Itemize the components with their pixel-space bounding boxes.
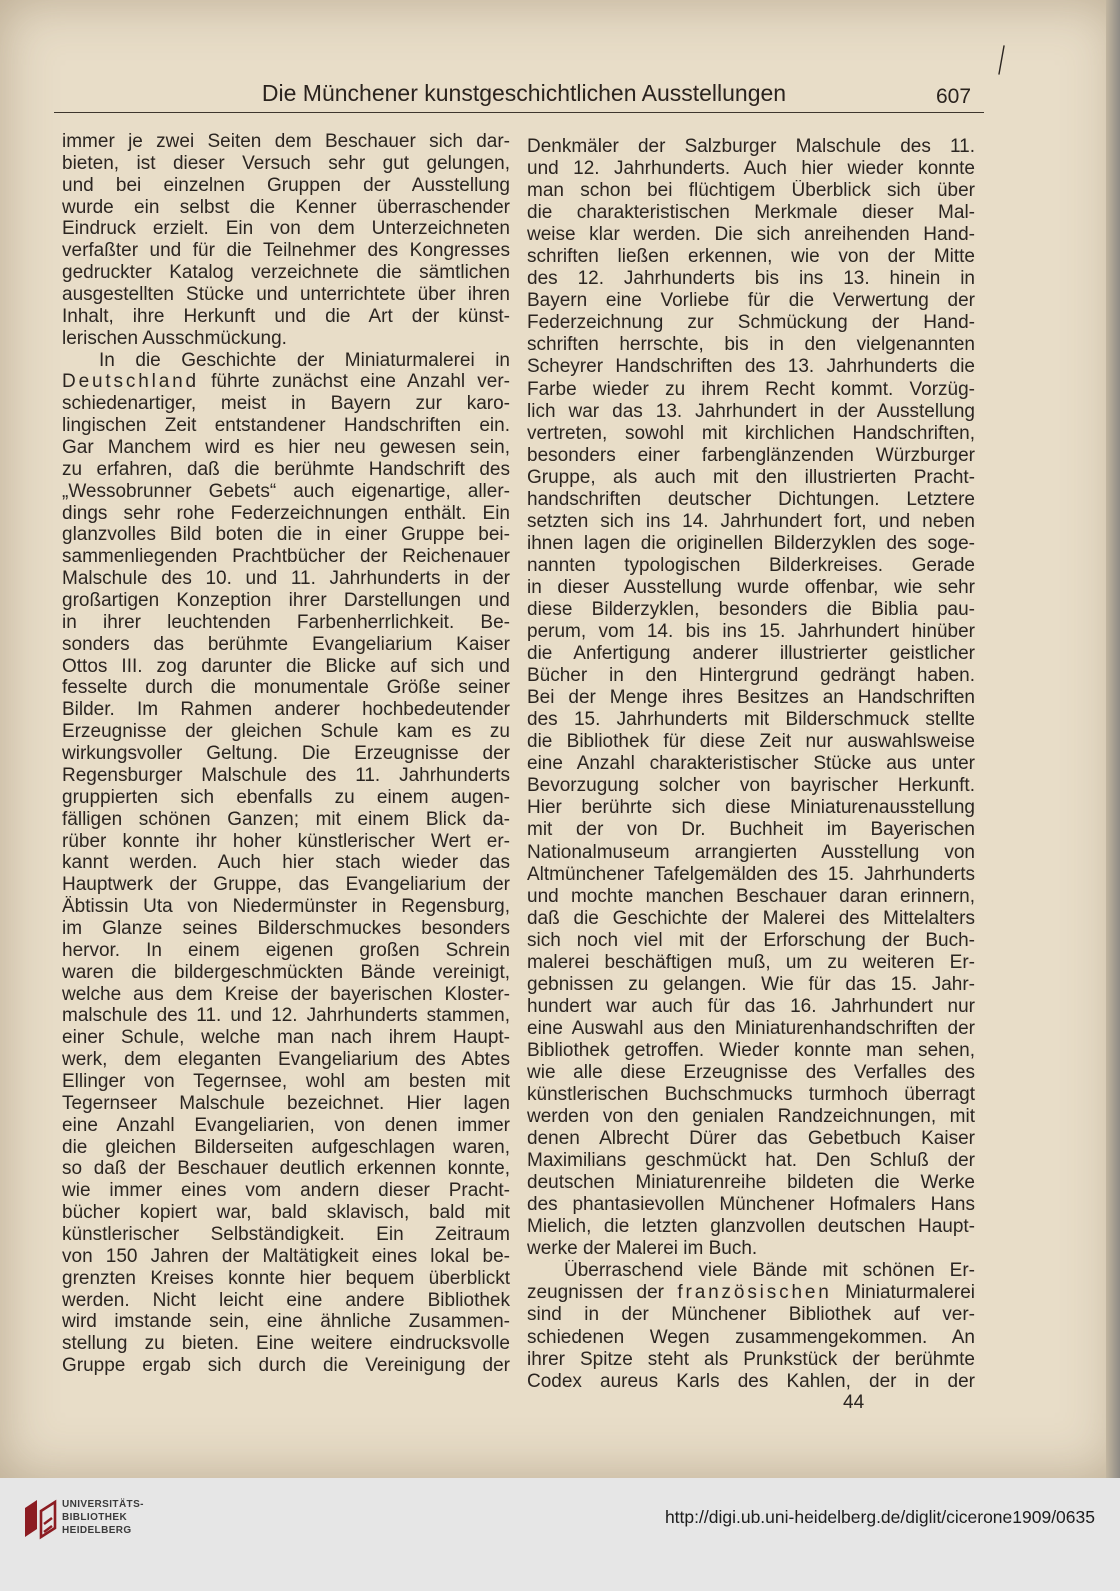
text-line: des 12. Jahrhunderts bis ins 13. hinein in	[527, 268, 975, 290]
text-line-rest: führte zunächst eine Anzahl ver-	[198, 371, 510, 393]
text-line: immer je zwei Seiten dem Beschauer sich dar-	[62, 131, 510, 152]
text-line: malschule des 11. und 12. Jahrhunderts stammen,	[62, 1005, 510, 1027]
text-line: Denkmäler der Salzburger Malschule des 11.	[527, 136, 975, 157]
text-line	[527, 1282, 975, 1304]
pen-mark	[994, 44, 1008, 76]
text-line: denen Albrecht Dürer das Gebetbuch Kaiser	[527, 1128, 975, 1150]
text-line: so daß der Beschauer deutlich erkennen konnte,	[62, 1158, 510, 1180]
text-line: Mielich, die letzten glanzvollen deutschen Haupt-	[527, 1216, 975, 1238]
text-line: lich war das 13. Jahrhundert in der Ausstellung	[527, 400, 975, 422]
text-line: Hauptwerk der Gruppe, das Evangeliarium der	[62, 874, 510, 896]
right-column	[527, 136, 975, 1393]
text-line: eine Auswahl aus den Miniaturenhandschriften der	[527, 1017, 975, 1039]
text-line: eine Anzahl Evangeliarien, von denen immer	[62, 1114, 510, 1136]
text-line: Bücher in den Hintergrund gedrängt haben.	[527, 665, 975, 687]
text-line: Ottos III. zog darunter die Blicke auf sich und	[62, 655, 510, 677]
text-line: und mochte manchen Beschauer daran erinnern,	[527, 885, 975, 907]
text-line: Gruppe ergab sich durch die Vereinigung der	[62, 1355, 510, 1377]
text-line: Nationalmuseum arrangierten Ausstellung von	[527, 841, 975, 863]
text-line: werk, dem eleganten Evangeliarium des Abtes	[62, 1049, 510, 1071]
text-line: „Wessobrunner Gebets“ auch eigenartige, aller-	[62, 480, 510, 502]
text-line: gebnissen zu gelangen. Wie für das 15. Jahr-	[527, 973, 975, 995]
text-line: Maximilians geschmückt hat. Den Schluß der	[527, 1150, 975, 1172]
text-line: in dieser Ausstellung wurde offenbar, wie sehr	[527, 576, 975, 598]
text-line: verfaßter und für die Teilnehmer des Kongresses	[62, 240, 510, 262]
text-line: fesselte durch die monumentale Größe seiner	[62, 677, 510, 699]
text-line: lingischen Zeit entstandener Handschriften ein.	[62, 415, 510, 437]
text-line: hundert war auch für das 16. Jahrhundert nur	[527, 995, 975, 1017]
text-line: Eindruck erzielt. Ein von dem Unterzeichneten	[62, 218, 510, 240]
text-line: schiedenen Wegen zusammengekommen. An	[527, 1326, 975, 1348]
text-line: die Anfertigung anderer illustrierter geistlicher	[527, 643, 975, 665]
text-line: Bayern eine Vorliebe für die Verwertung der	[527, 290, 975, 312]
text-line: besonders einer farbenglänzenden Würzburger	[527, 444, 975, 466]
text-line: Erzeugnisse der gleichen Schule kam es zu	[62, 721, 510, 743]
paragraph-end-line: lerischen Ausschmückung.	[62, 327, 287, 349]
text-line: schiedenartiger, meist in Bayern zur karo-	[62, 393, 510, 415]
text-line: die charakteristischen Merkmale dieser Mal-	[527, 202, 975, 224]
page-number: 607	[936, 85, 972, 108]
text-line: daß die Geschichte der Malerei des Mittelalters	[527, 907, 975, 929]
text-line: wurde ein selbst die Kenner überraschender	[62, 196, 510, 218]
text-line: des 15. Jahrhunderts mit Bilderschmuck stellte	[527, 709, 975, 731]
text-line: werden. Nicht leicht eine andere Bibliothek	[62, 1289, 510, 1311]
text-line: schriften herrschte, bis in den vielgenannten	[527, 334, 975, 356]
text-line	[62, 371, 510, 393]
text-line: dings sehr rohe Federzeichnungen enthält. Ein	[62, 502, 510, 524]
text-line: mit der von Dr. Buchheit im Bayerischen	[527, 819, 975, 841]
text-line: Codex aureus Karls des Kahlen, der in der	[527, 1370, 975, 1392]
text-line: glanzvolles Bild boten die in einer Gruppe bei-	[62, 524, 510, 546]
logo-line: UNIVERSITÄTS-	[62, 1499, 144, 1510]
text-line: sonders das berühmte Evangeliarium Kaiser	[62, 633, 510, 655]
text-line: grenzten Kreises konnte hier bequem überblickt	[62, 1267, 510, 1289]
text-line: welche aus dem Kreise der bayerischen Kloster-	[62, 983, 510, 1005]
text-line: die gleichen Bilderseiten aufgeschlagen waren,	[62, 1136, 510, 1158]
logo-line: HEIDELBERG	[62, 1525, 132, 1536]
text-line: Gruppe, als auch mit den illustrierten Pracht-	[527, 466, 975, 488]
text-line: Malschule des 10. und 11. Jahrhunderts in der	[62, 568, 510, 590]
source-url-link[interactable]: http://digi.ub.uni-heidelberg.de/diglit/cicerone1909/0635	[664, 1507, 1095, 1527]
text-line: wie immer eines vom andern dieser Pracht-	[62, 1180, 510, 1202]
text-line: hervor. In einem eigenen großen Schrein	[62, 939, 510, 961]
library-footer	[0, 1478, 1120, 1591]
text-line: deutschen Miniaturenreihe bildeten die Werke	[527, 1172, 975, 1194]
text-line: waren die bildergeschmückten Bände vereinigt,	[62, 961, 510, 983]
text-line: ausgestellten Stücke und unterrichtete über ihren	[62, 284, 510, 306]
text-line: gruppierten sich ebenfalls zu einem augen-	[62, 786, 510, 808]
text-line: Federzeichnung zur Schmückung der Hand-	[527, 312, 975, 334]
text-line: werden von den genialen Randzeichnungen, mit	[527, 1106, 975, 1128]
text-line: Bibliothek getroffen. Wieder konnte man sehen,	[527, 1039, 975, 1061]
text-line: bücher kopiert war, bald sklavisch, bald mit	[62, 1202, 510, 1224]
paragraph-start-line: Überraschend viele Bände mit schönen Er-	[564, 1260, 975, 1282]
text-line: weise klar werden. Die sich anreihenden Hand-	[527, 224, 975, 246]
text-line: wirkungsvoller Geltung. Die Erzeugnisse der	[62, 743, 510, 765]
paragraph-start-line: In die Geschichte der Miniaturmalerei in	[99, 349, 510, 371]
text-line: sind in der Münchener Bibliothek auf ver-	[527, 1304, 975, 1326]
paragraph-end-line: werke der Malerei im Buch.	[527, 1238, 758, 1260]
text-line: malerei beschäftigen muß, um zu weiteren Er-	[527, 951, 975, 973]
text-line: sammenliegenden Prachtbücher der Reichenauer	[62, 546, 510, 568]
text-line: und bei einzelnen Gruppen der Ausstellung	[62, 174, 510, 196]
header-rule	[54, 112, 984, 113]
text-line: nannten typologischen Bilderkreises. Gerade	[527, 554, 975, 576]
text-line: Äbtissin Uta von Niedermünster in Regensburg,	[62, 896, 510, 918]
text-line: ihnen lagen die originellen Bilderzyklen des soge-	[527, 532, 975, 554]
text-line: Bilder. Im Rahmen anderer hochbedeutender	[62, 699, 510, 721]
text-line: schriften ließen erkennen, wie von der Mitte	[527, 246, 975, 268]
text-line: sich noch viel mit der Erforschung der Buch-	[527, 929, 975, 951]
spaced-word: Deutschland	[62, 371, 199, 393]
text-line-rest: Miniaturmalerei	[831, 1282, 975, 1304]
text-line: Tegernseer Malschule bezeichnet. Hier lagen	[62, 1092, 510, 1114]
text-line: wird imstande sein, eine ähnliche Zusammen-	[62, 1311, 510, 1333]
text-line: man schon bei flüchtigem Überblick sich über	[527, 180, 975, 202]
ub-heidelberg-logo-icon	[22, 1496, 58, 1540]
text-line: eine Anzahl charakteristischer Stücke aus unter	[527, 753, 975, 775]
text-line-start: zeugnissen der	[527, 1282, 678, 1304]
text-line: einer Schule, welche man nach ihrem Haupt-	[62, 1027, 510, 1049]
text-line: und 12. Jahrhunderts. Auch hier wieder konnte	[527, 158, 975, 180]
text-line: Bei der Menge ihres Besitzes an Handschriften	[527, 687, 975, 709]
text-line: diese Bilderzyklen, besonders die Biblia pau-	[527, 598, 975, 620]
text-line: die Bibliothek für diese Zeit nur auswahlsweise	[527, 731, 975, 753]
text-line: in ihrer leuchtenden Farbenherrlichkeit. Be-	[62, 611, 510, 633]
logo-text	[62, 1498, 144, 1537]
text-line: gedruckter Katalog verzeichnete die sämtlichen	[62, 262, 510, 284]
text-line: Hier berührte sich diese Miniaturenausstellung	[527, 797, 975, 819]
text-line: des phantasievollen Münchener Hofmalers Hans	[527, 1194, 975, 1216]
text-line: ihrer Spitze steht als Prunkstück der berühmte	[527, 1348, 975, 1370]
signature-mark: 44	[843, 1392, 865, 1413]
text-line: fälligen schönen Ganzen; mit einem Blick da-	[62, 808, 510, 830]
text-line: kannt werden. Auch hier stach wieder das	[62, 852, 510, 874]
text-line: rüber konnte ihr hoher künstlerischer Wert er-	[62, 830, 510, 852]
text-line: Scheyrer Handschriften des 13. Jahrhunderts die	[527, 356, 975, 378]
text-line: Farbe wieder zu ihrem Recht kommt. Vorzüg-	[527, 378, 975, 400]
text-line: Altmünchener Tafelgemälden des 15. Jahrhunderts	[527, 863, 975, 885]
spaced-word: französischen	[677, 1282, 832, 1304]
text-line: setzten sich ins 14. Jahrhundert fort, und neben	[527, 510, 975, 532]
text-line: im Glanze seines Bilderschmuckes besonders	[62, 917, 510, 939]
text-line: Regensburger Malschule des 11. Jahrhunderts	[62, 764, 510, 786]
text-line: Bevorzugung solcher von bayrischer Herkunft.	[527, 775, 975, 797]
text-line: künstlerischen Buchschmucks turmhoch überragt	[527, 1084, 975, 1106]
text-line: wie alle diese Erzeugnisse des Verfalles des	[527, 1061, 975, 1083]
running-title: Die Münchener kunstgeschichtlichen Ausstellungen	[261, 80, 787, 106]
text-line: stellung zu bieten. Eine weitere eindrucksvolle	[62, 1333, 510, 1355]
scanner-edge	[1106, 0, 1120, 1478]
logo-line: BIBLIOTHEK	[62, 1512, 128, 1523]
text-line: Ellinger von Tegernsee, wohl am besten mit	[62, 1070, 510, 1092]
text-line: perum, vom 14. bis ins 15. Jahrhundert hinüber	[527, 621, 975, 643]
text-line: bieten, ist dieser Versuch sehr gut gelungen,	[62, 152, 510, 174]
text-line: von 150 Jahren der Maltätigkeit eines lokal be-	[62, 1245, 510, 1267]
text-line: zu erfahren, daß die berühmte Handschrift des	[62, 458, 510, 480]
text-line: großartigen Konzeption ihrer Darstellungen und	[62, 590, 510, 612]
text-line: Gar Manchem wird es hier neu gewesen sein,	[62, 437, 510, 459]
text-line: vertreten, sowohl mit kirchlichen Handschriften,	[527, 422, 975, 444]
text-line: Inhalt, ihre Herkunft und die Art der künst-	[62, 305, 510, 327]
left-column	[62, 131, 510, 1377]
text-line: handschriften deutscher Dichtungen. Letztere	[527, 488, 975, 510]
text-line: künstlerischer Selbständigkeit. Ein Zeitraum	[62, 1223, 510, 1245]
